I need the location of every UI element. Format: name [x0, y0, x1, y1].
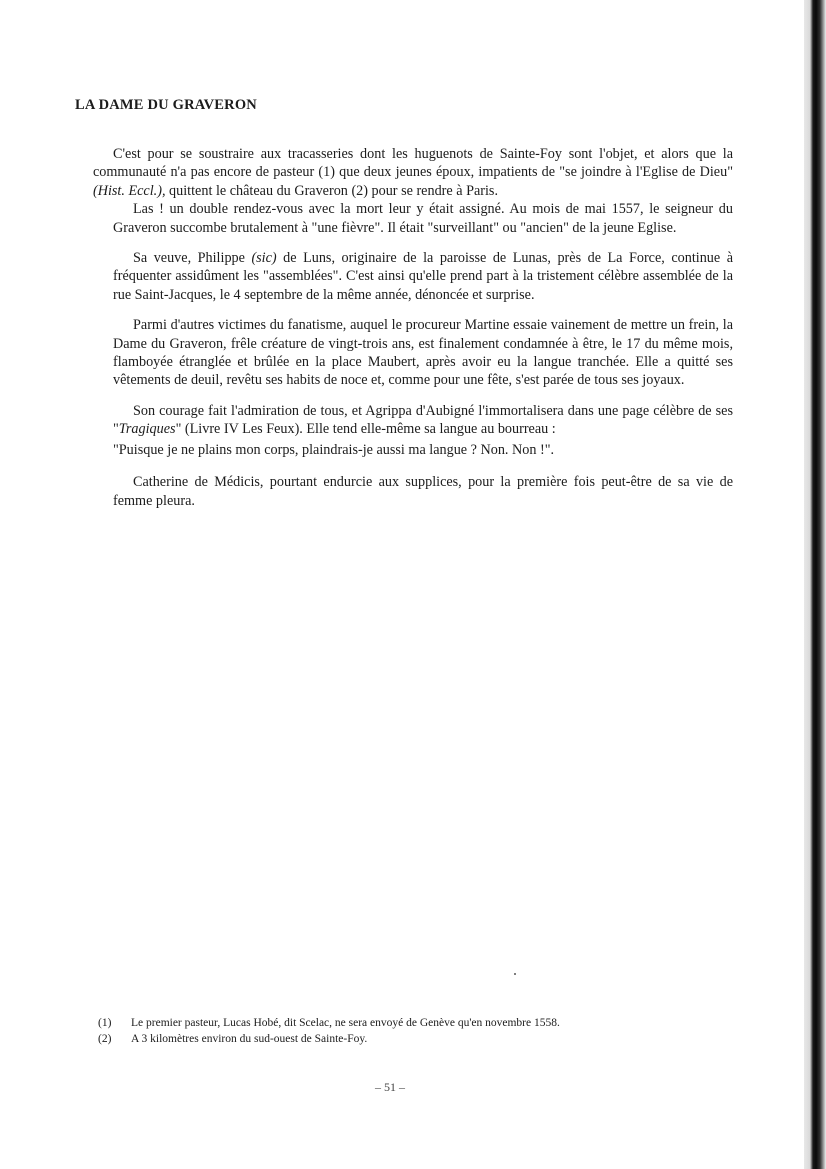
paragraph-3-text-b: de Luns, originaire de la paroisse de Lunas, près de La Force, continue à fréquenter assidûment les "assemblées". C'est ainsi qu'elle prend part à la tristement célèbre assemblée de la rue Saint-Jacques, le 4 septembre de la même année, dénoncée et surprise. [113, 250, 733, 303]
paragraph-5-text-a: Son courage fait l'admiration de tous, et Agrippa d'Aubigné l'immortalisera dans une page célèbre de ses " [113, 402, 733, 438]
footnote-2 [98, 1031, 698, 1047]
footnote-1-number: (1) [98, 1017, 112, 1029]
paragraph-5-text-b: " (Livre IV Les Feux). Elle tend elle-même sa langue au bourreau : [175, 421, 556, 438]
footnotes [98, 1015, 698, 1047]
paragraph-5 [113, 402, 733, 439]
scan-speck [514, 973, 516, 975]
paragraph-3 [113, 249, 733, 304]
paragraph-1-text-a: C'est pour se soustraire aux tracasseries dont les huguenots de Sainte-Foy sont l'objet, et alors que la communauté n'a pas encore de pasteur (1) que deux jeunes époux, impatients de "se joindre à l'Eglise de Dieu" [93, 146, 733, 181]
page-number: – 51 – [375, 1080, 405, 1094]
paragraph-1-citation: (Hist. Eccl.), [93, 182, 166, 199]
paragraph-5-title: Tragiques [118, 421, 176, 438]
body-text [93, 145, 733, 510]
footnote-1-text: Le premier pasteur, Lucas Hobé, dit Scelac, ne sera envoyé de Genève qu'en novembre 1558. [131, 1017, 560, 1029]
page-title: LA DAME DU GRAVERON [75, 97, 257, 113]
paragraph-2: Las ! un double rendez-vous avec la mort leur y était assigné. Au mois de mai 1557, le seigneur du Graveron succombe brutalement à "une fièvre". Il était "surveillant" ou "ancien" de la jeune Eglise. [113, 201, 733, 236]
paragraph-5-quote: "Puisque je ne plains mon corps, plaindrais-je aussi ma langue ? Non. Non !". [113, 441, 555, 458]
footnote-2-number: (2) [98, 1033, 112, 1045]
scan-binding-edge [804, 0, 826, 1169]
footnote-1 [98, 1015, 698, 1031]
footnote-2-text: A 3 kilomètres environ du sud-ouest de Sainte-Foy. [131, 1033, 368, 1045]
paragraph-4: Parmi d'autres victimes du fanatisme, auquel le procureur Martine essaie vainement de mettre un frein, la Dame du Graveron, frêle créature de vingt-trois ans, est finalement condamnée à être, le 17 du même mois, flamboyée étranglée et brûlée en la place Maubert, après avoir eu la langue tranchée. Elle a quitté ses vêtements de deuil, revêtu ses habits de noce et, comme pour une fête, s'est parée de tous ses joyaux. [113, 317, 733, 389]
paragraph-1 [93, 145, 733, 200]
paragraph-1-text-b: quittent le château du Graveron (2) pour se rendre à Paris. [165, 182, 498, 199]
paragraph-6: Catherine de Médicis, pourtant endurcie aux supplices, pour la première fois peut-être de sa vie de femme pleura. [113, 474, 733, 509]
paragraph-3-text-a: Sa veuve, Philippe [133, 250, 252, 267]
paragraph-3-sic: (sic) [251, 250, 277, 267]
